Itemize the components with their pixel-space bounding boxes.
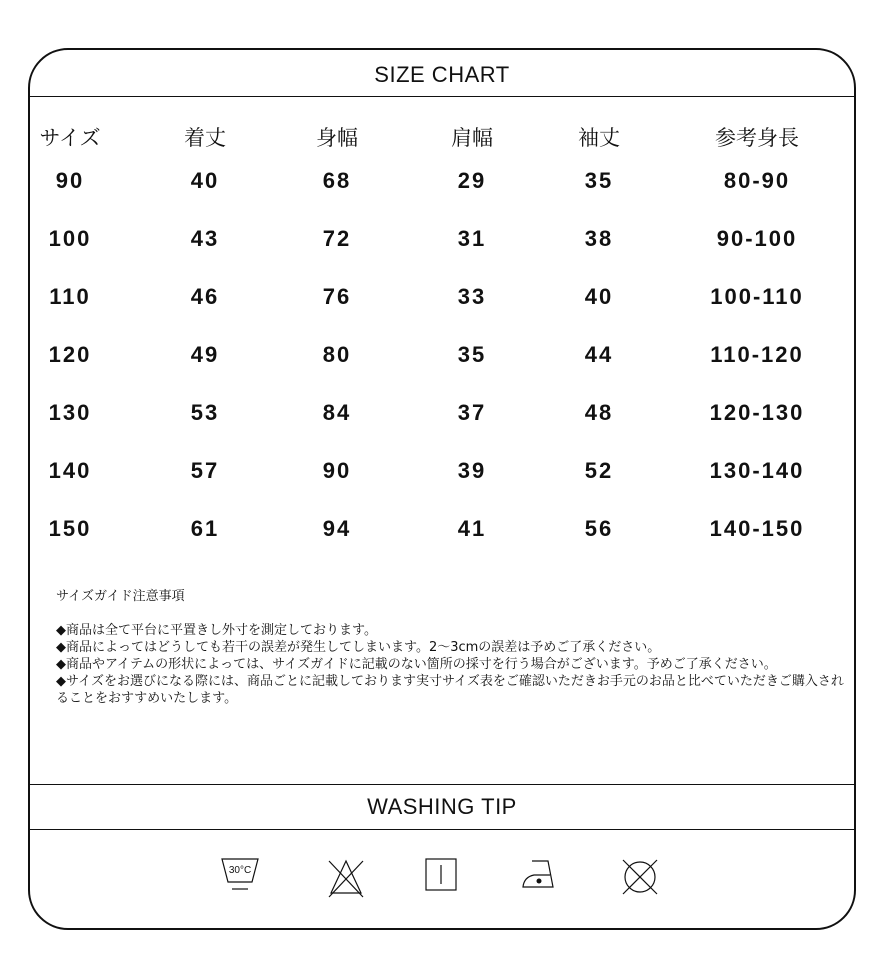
table-cell: 100-110 — [710, 284, 804, 309]
table-cell: 120-130 — [709, 400, 805, 425]
table-cell: 29 — [457, 168, 487, 193]
table-cell: 40 — [190, 168, 220, 193]
table-cell: 41 — [457, 516, 487, 541]
table-cell: 38 — [584, 226, 614, 251]
table-cell: 35 — [457, 342, 487, 367]
note-item: ◆商品によってはどうしても若干の誤差が発生してしまいます。2～3cmの誤差は予めご了承ください。 — [56, 640, 661, 655]
table-cell: 120 — [48, 342, 92, 367]
size-guide-notes — [56, 588, 846, 707]
notes-heading: サイズガイド注意事項 — [56, 589, 185, 604]
care-icons — [0, 805, 895, 876]
wash-30c-icon — [218, 855, 262, 895]
column-header: 参考身長 — [715, 126, 799, 150]
line-dry-icon — [424, 857, 458, 893]
table-cell: 76 — [322, 284, 352, 309]
table-cell: 90 — [322, 458, 352, 483]
table-cell: 43 — [190, 226, 220, 251]
table-cell: 110-120 — [710, 342, 804, 367]
table-cell: 72 — [322, 226, 352, 251]
divider — [30, 784, 854, 785]
table-cell: 110 — [49, 284, 91, 309]
table-cell: 150 — [48, 516, 92, 541]
table-cell: 68 — [322, 168, 352, 193]
table-cell: 140 — [48, 458, 92, 483]
table-cell: 90-100 — [716, 226, 798, 251]
column-header: 着丈 — [184, 126, 226, 150]
divider — [30, 96, 854, 97]
iron-low-icon — [520, 857, 560, 893]
table-cell: 46 — [190, 284, 220, 309]
table-cell: 44 — [584, 342, 614, 367]
table-cell: 39 — [457, 458, 487, 483]
no-bleach-icon — [326, 857, 366, 899]
table-cell: 31 — [457, 226, 487, 251]
column-header: 肩幅 — [451, 126, 493, 150]
column-header: 袖丈 — [578, 126, 620, 150]
table-cell: 49 — [190, 342, 220, 367]
table-cell: 61 — [190, 516, 220, 541]
table-cell: 35 — [584, 168, 614, 193]
note-item: ◆商品やアイテムの形状によっては、サイズガイドに記載のない箇所の採寸を行う場合がございます。予めご了承ください。 — [56, 657, 777, 672]
column-header: サイズ — [39, 126, 101, 150]
table-cell: 80-90 — [723, 168, 791, 193]
no-tumble-dry-icon — [618, 855, 662, 899]
table-cell: 40 — [584, 284, 614, 309]
table-cell: 130-140 — [709, 458, 805, 483]
washing-tip-title: WASHING TIP — [367, 794, 517, 819]
table-cell: 53 — [190, 400, 220, 425]
table-cell: 57 — [190, 458, 220, 483]
table-cell: 56 — [584, 516, 614, 541]
svg-text:30°C: 30°C — [228, 865, 252, 876]
table-cell: 52 — [584, 458, 614, 483]
note-item: ◆商品は全て平台に平置きし外寸を測定しております。 — [56, 623, 377, 638]
table-cell: 90 — [55, 168, 85, 193]
table-cell: 130 — [48, 400, 92, 425]
table-cell: 48 — [584, 400, 614, 425]
size-chart-card — [28, 48, 856, 930]
table-cell: 80 — [322, 342, 352, 367]
table-cell: 100 — [48, 226, 92, 251]
table-cell: 84 — [322, 400, 352, 425]
column-header: 身幅 — [316, 126, 358, 150]
table-cell: 140-150 — [709, 516, 805, 541]
table-cell: 94 — [322, 516, 352, 541]
note-item: ◆サイズをお選びになる際には、商品ごとに記載しております実寸サイズ表をご確認いただきお手元のお品と比べていただきご購入されることをおすすめいたします。 — [56, 674, 844, 706]
size-chart-title: SIZE CHART — [374, 62, 510, 87]
table-cell: 37 — [457, 400, 487, 425]
table-cell: 33 — [457, 284, 487, 309]
